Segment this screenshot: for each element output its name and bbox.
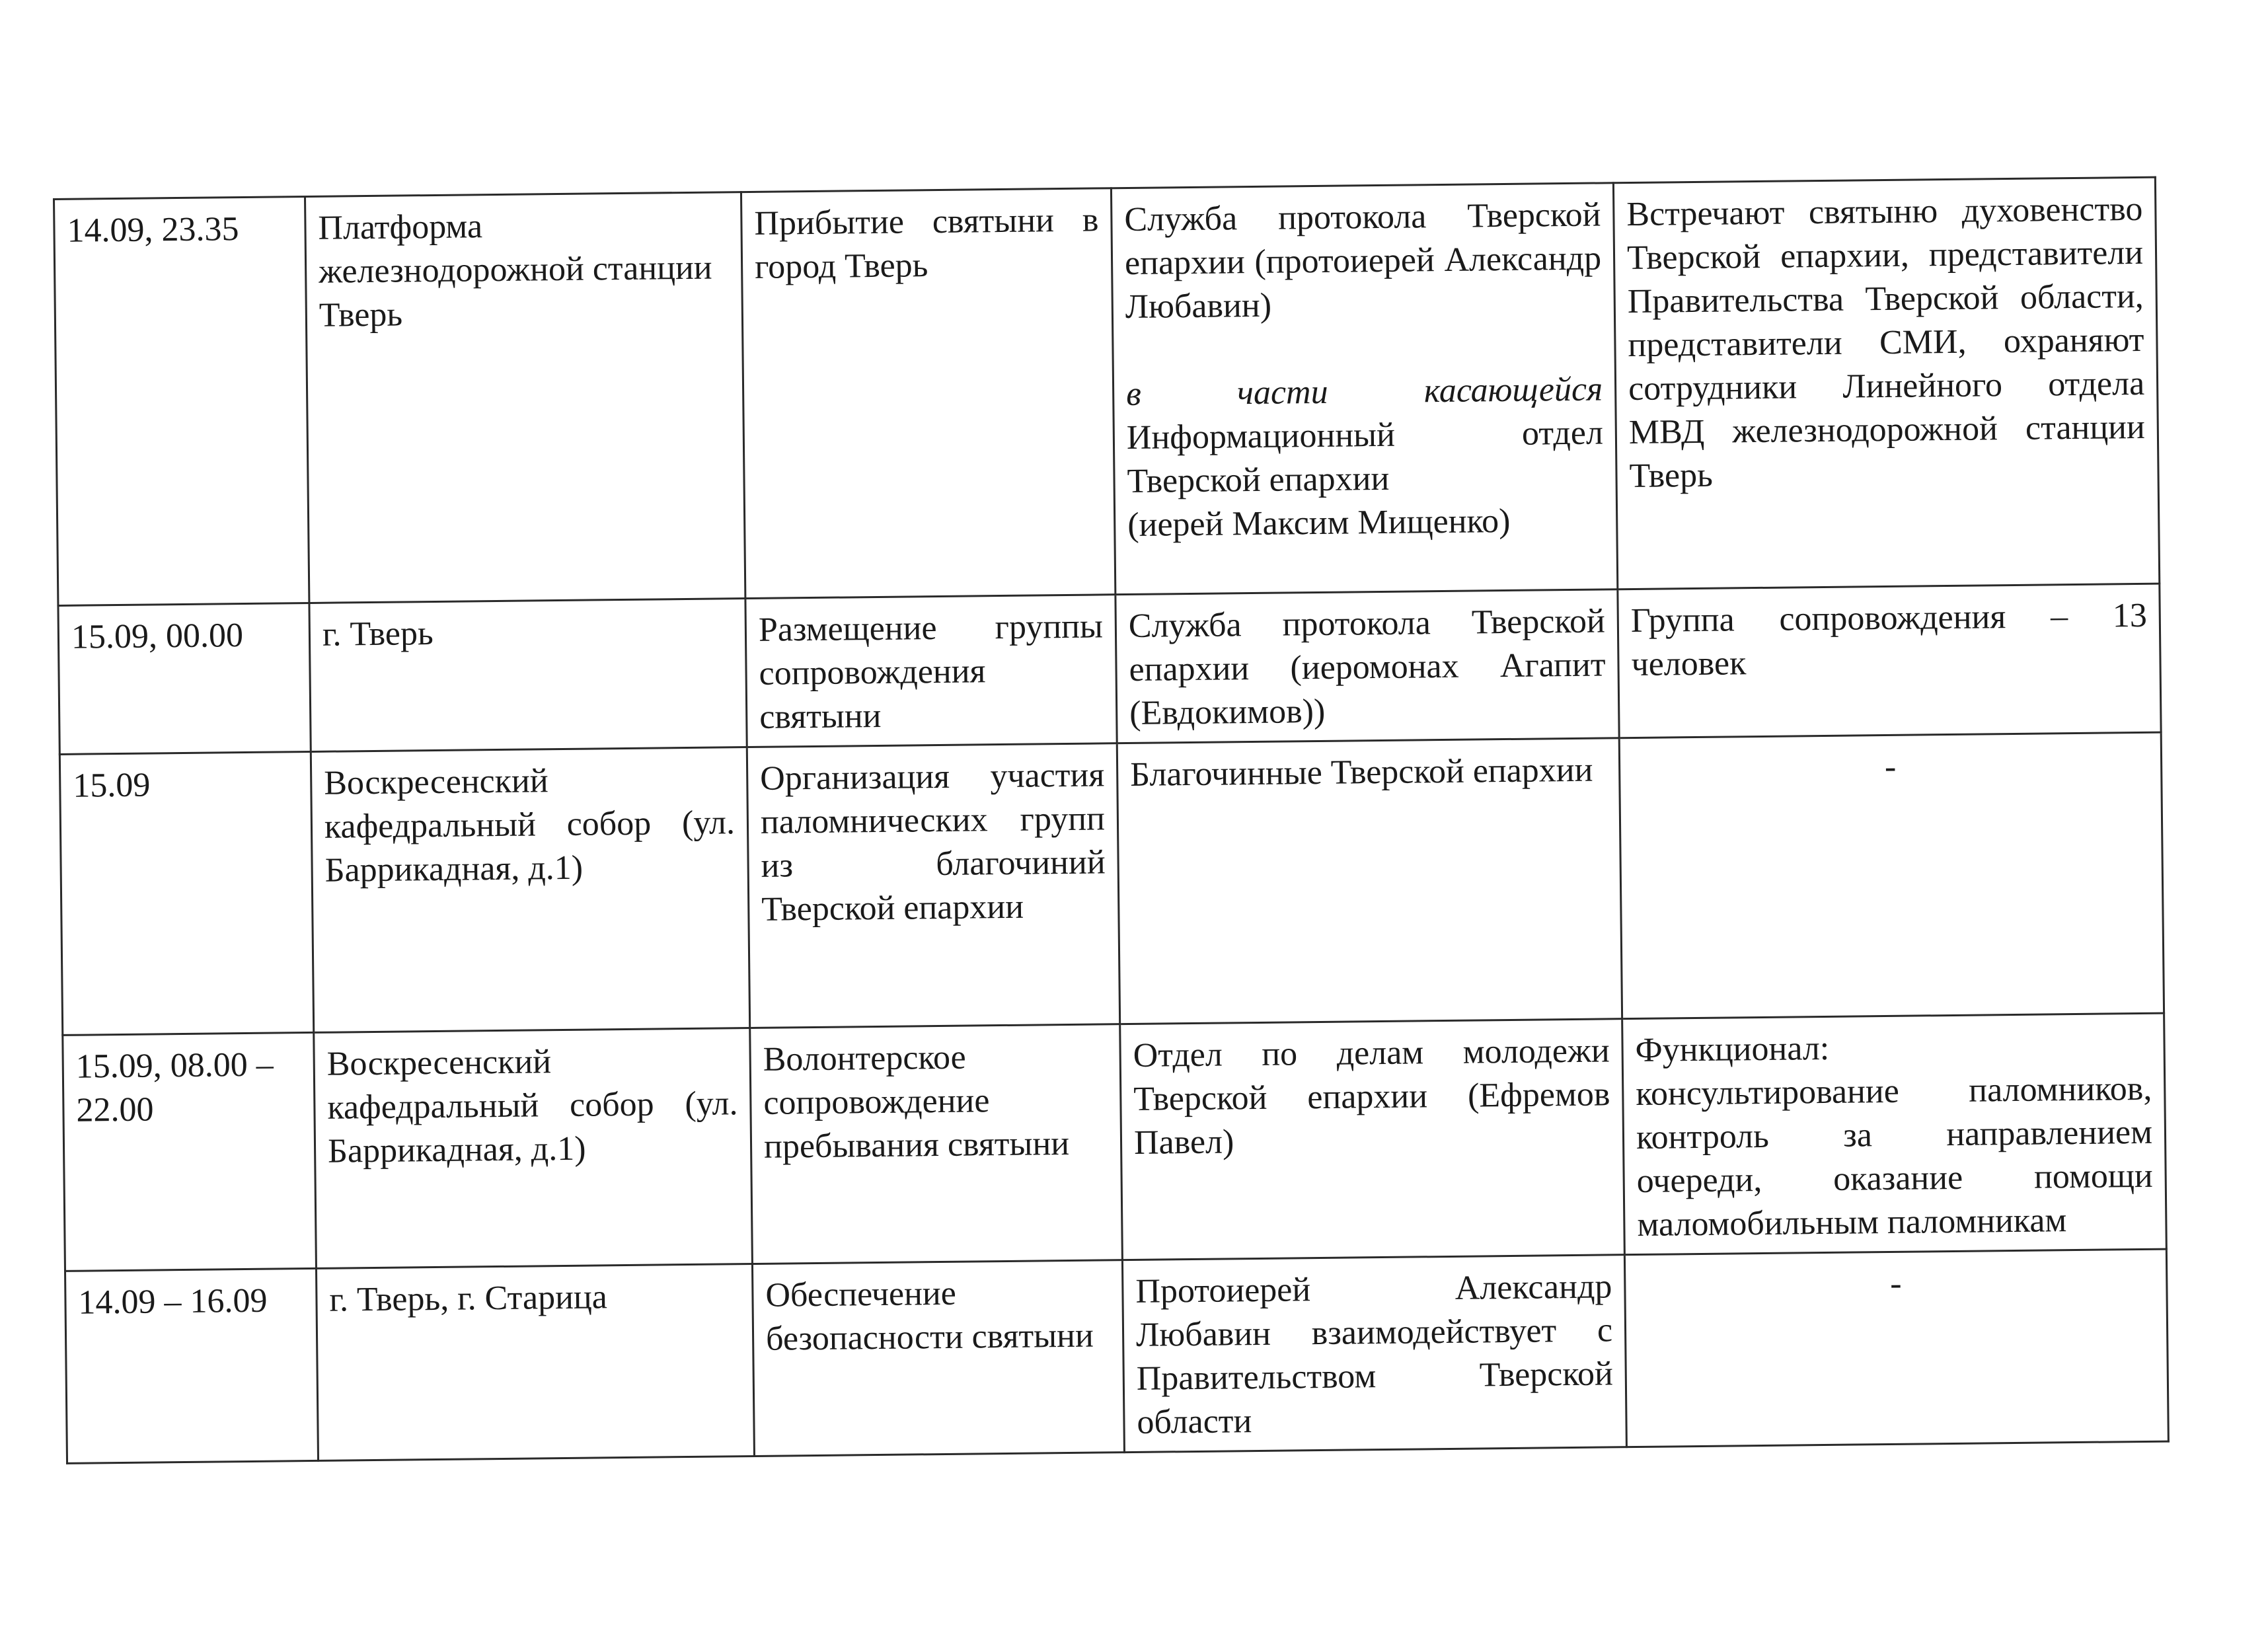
responsible-text: Служба протокола Тверской епархии (протоиерей Александр Любавин): [1124, 196, 1602, 326]
cell-responsible: Благочинные Тверской епархии: [1117, 738, 1622, 1024]
cell-responsible: Отдел по делам молодежи Тверской епархии (Ефремов Павел): [1120, 1019, 1625, 1260]
cell-notes: -: [1619, 732, 2164, 1019]
cell-responsible: Протоиерей Александр Любавин взаимодействует с Правительством Тверской области: [1122, 1255, 1626, 1453]
cell-date: 14.09, 23.35: [54, 197, 309, 606]
responsible-note: в части касающейся: [1125, 370, 1603, 414]
cell-date: 15.09, 00.00: [58, 603, 311, 754]
cell-date: 15.09: [59, 751, 313, 1035]
table-row: [58, 584, 2161, 754]
table-row: [59, 732, 2164, 1035]
cell-notes: Группа сопровождения – 13 человек: [1618, 584, 2161, 738]
cell-event: Размещение группы сопровождения святыни: [745, 595, 1117, 747]
cell-notes: -: [1624, 1249, 2168, 1447]
cell-event: Волонтерское сопровождение пребывания святыни: [750, 1024, 1123, 1264]
cell-event: Организация участия паломнических групп из благочиний Тверской епархии: [747, 743, 1119, 1028]
cell-place: г. Тверь, г. Старица: [316, 1264, 754, 1461]
notes-title: Функционал:: [1635, 1029, 1830, 1069]
cell-event: Обеспечение безопасности святыни: [752, 1260, 1124, 1457]
cell-notes: Встречают святыню духовенство Тверской епархии, представители Правительства Тверской области, представители СМИ, охраняют сотрудники Линейного отдела МВД железнодорожной станции Тверь: [1613, 177, 2159, 589]
cell-date: 15.09, 08.00 – 22.00: [63, 1032, 317, 1271]
cell-responsible: [1111, 183, 1617, 595]
cell-place: Воскресенский кафедральный собор (ул. Баррикадная, д.1): [311, 747, 749, 1033]
notes-text: консультирование паломников, контроль за направлением очереди, оказание помощи маломобильным паломникам: [1636, 1069, 2153, 1244]
responsible-extra2: (иерей Максим Мищенко): [1127, 502, 1511, 544]
cell-place: Платформа железнодорожной станции Тверь: [305, 192, 745, 603]
cell-responsible: Служба протокола Тверской епархии (иеромонах Агапит (Евдокимов)): [1115, 589, 1619, 743]
cell-date: 14.09 – 16.09: [65, 1268, 319, 1463]
responsible-extra: Информационный отдел Тверской епархии: [1126, 414, 1604, 500]
table-row: [65, 1249, 2169, 1463]
schedule-table: [53, 176, 2170, 1464]
table-row: [63, 1013, 2167, 1271]
table-row: [54, 177, 2160, 605]
cell-notes: [1622, 1013, 2167, 1255]
cell-place: Воскресенский кафедральный собор (ул. Баррикадная, д.1): [314, 1028, 753, 1269]
cell-place: г. Тверь: [309, 599, 747, 752]
cell-event: Прибытие святыни в город Тверь: [741, 188, 1115, 599]
